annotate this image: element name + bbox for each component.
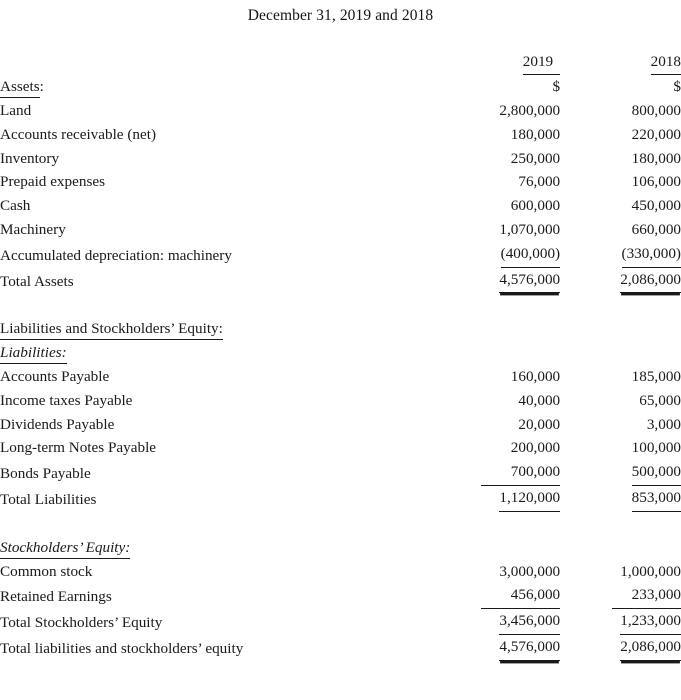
table-row	[0, 218, 681, 242]
row-value-2019: 456,000	[439, 583, 560, 609]
heading-value-spacer	[560, 536, 681, 560]
table-row	[0, 99, 681, 123]
row-value-2019: 2,800,000	[499, 102, 561, 120]
row-value-2018: 100,000	[631, 439, 681, 457]
heading-value-spacer	[439, 317, 560, 341]
row-label: Total liabilities and stockholders’ equity	[0, 640, 244, 658]
row-value-2018: 220,000	[631, 125, 681, 143]
row-value-2019: 40,000	[518, 391, 561, 409]
row-value-2019: 180,000	[510, 125, 561, 143]
row-value-2019: 4,576,000	[439, 635, 560, 661]
row-value-2019: 700,000	[439, 460, 560, 486]
table-row	[0, 147, 681, 171]
row-value-2018: 106,000	[631, 173, 681, 191]
spacer-cell	[439, 293, 560, 317]
row-label: Accounts receivable (net)	[0, 125, 157, 143]
row-label: Common stock	[0, 562, 93, 580]
row-value-2018: 450,000	[631, 197, 681, 215]
spacer-cell	[560, 293, 681, 317]
row-label: Long-term Notes Payable	[0, 439, 157, 457]
row-label: Dividends Payable	[0, 415, 115, 433]
row-value-2019: 3,000,000	[499, 562, 561, 580]
row-label: Total Stockholders’ Equity	[0, 614, 163, 632]
header-label-spacer	[0, 50, 439, 76]
row-value-2018: 65,000	[639, 391, 681, 409]
row-label: Cash	[0, 197, 31, 215]
row-label: Accounts Payable	[0, 368, 110, 386]
row-value-2018: 853,000	[560, 486, 681, 512]
row-value-2018: 1,233,000	[560, 609, 681, 635]
row-value-2019: (400,000)	[439, 242, 560, 268]
row-value-2019: 1,070,000	[499, 221, 561, 239]
row-value-2019: 1,120,000	[439, 486, 560, 512]
table-row	[0, 389, 681, 413]
spacer-row	[0, 293, 681, 317]
row-value-2018: 185,000	[631, 368, 681, 386]
row-value-2018: 3,000	[646, 415, 681, 433]
table-row	[0, 365, 681, 389]
row-label: Bonds Payable	[0, 465, 91, 483]
heading-value-spacer	[560, 317, 681, 341]
table-header-years	[0, 50, 681, 76]
table-row	[0, 194, 681, 218]
currency-symbol-2019: $	[552, 78, 561, 96]
row-value-2018: 660,000	[631, 221, 681, 239]
liabilities-subheading: Liabilities:	[0, 341, 439, 365]
table-row	[0, 170, 681, 194]
table-row	[0, 560, 681, 584]
row-label: Total Liabilities	[0, 491, 97, 509]
row-value-2019: 4,576,000	[439, 268, 560, 294]
row-label: Income taxes Payable	[0, 391, 133, 409]
row-value-2019: 20,000	[518, 415, 561, 433]
row-value-2019: 600,000	[510, 197, 561, 215]
table-row	[0, 123, 681, 147]
row-value-2018: 180,000	[631, 149, 681, 167]
table-row	[0, 460, 681, 486]
currency-symbol-2018: $	[673, 78, 681, 96]
table-row-total	[0, 486, 681, 512]
row-value-2019: 3,456,000	[439, 609, 560, 635]
row-value-2018: 1,000,000	[620, 562, 681, 580]
spacer-cell	[0, 293, 439, 317]
balance-sheet-table	[0, 50, 681, 661]
table-row-total	[0, 268, 681, 294]
page-title: December 31, 2019 and 2018	[247, 7, 434, 24]
row-value-2019: 160,000	[510, 368, 561, 386]
column-header-2019: 2019	[439, 50, 560, 76]
row-label: Prepaid expenses	[0, 173, 106, 191]
heading-value-spacer	[439, 341, 560, 365]
row-label: Land	[0, 102, 32, 120]
row-label: Total Assets	[0, 272, 74, 290]
row-value-2018: 800,000	[631, 102, 681, 120]
table-row	[0, 242, 681, 268]
row-value-2019: 76,000	[518, 173, 561, 191]
row-value-2018: 233,000	[560, 583, 681, 609]
heading-value-spacer	[439, 536, 560, 560]
table-row-total	[0, 609, 681, 635]
column-header-2018: 2018	[560, 50, 681, 76]
assets-heading-row	[0, 75, 681, 99]
table-row	[0, 583, 681, 609]
row-value-2018: 2,086,000	[560, 268, 681, 294]
row-label: Machinery	[0, 221, 66, 239]
liabilities-equity-heading-row	[0, 317, 681, 341]
row-label: Retained Earnings	[0, 588, 112, 606]
liabilities-equity-heading: Liabilities and Stockholders’ Equity:	[0, 317, 439, 341]
assets-heading-colon: :	[39, 78, 44, 96]
spacer-row	[0, 512, 681, 536]
stockholders-equity-heading-row	[0, 536, 681, 560]
spacer-cell	[439, 512, 560, 536]
row-value-2018: 2,086,000	[560, 635, 681, 661]
row-value-2019: 200,000	[510, 439, 561, 457]
table-row-grand-total	[0, 635, 681, 661]
spacer-cell	[560, 512, 681, 536]
liabilities-subheading-row	[0, 341, 681, 365]
stockholders-equity-heading: Stockholders’ Equity:	[0, 536, 439, 560]
row-value-2019: 250,000	[510, 149, 561, 167]
spacer-cell	[0, 512, 439, 536]
heading-value-spacer	[560, 341, 681, 365]
row-value-2018: 500,000	[560, 460, 681, 486]
row-label: Accumulated depreciation: machinery	[0, 246, 232, 264]
assets-heading: Assets:	[0, 75, 439, 99]
row-value-2018: (330,000)	[560, 242, 681, 268]
table-row	[0, 413, 681, 437]
row-label: Inventory	[0, 149, 60, 167]
table-row	[0, 436, 681, 460]
